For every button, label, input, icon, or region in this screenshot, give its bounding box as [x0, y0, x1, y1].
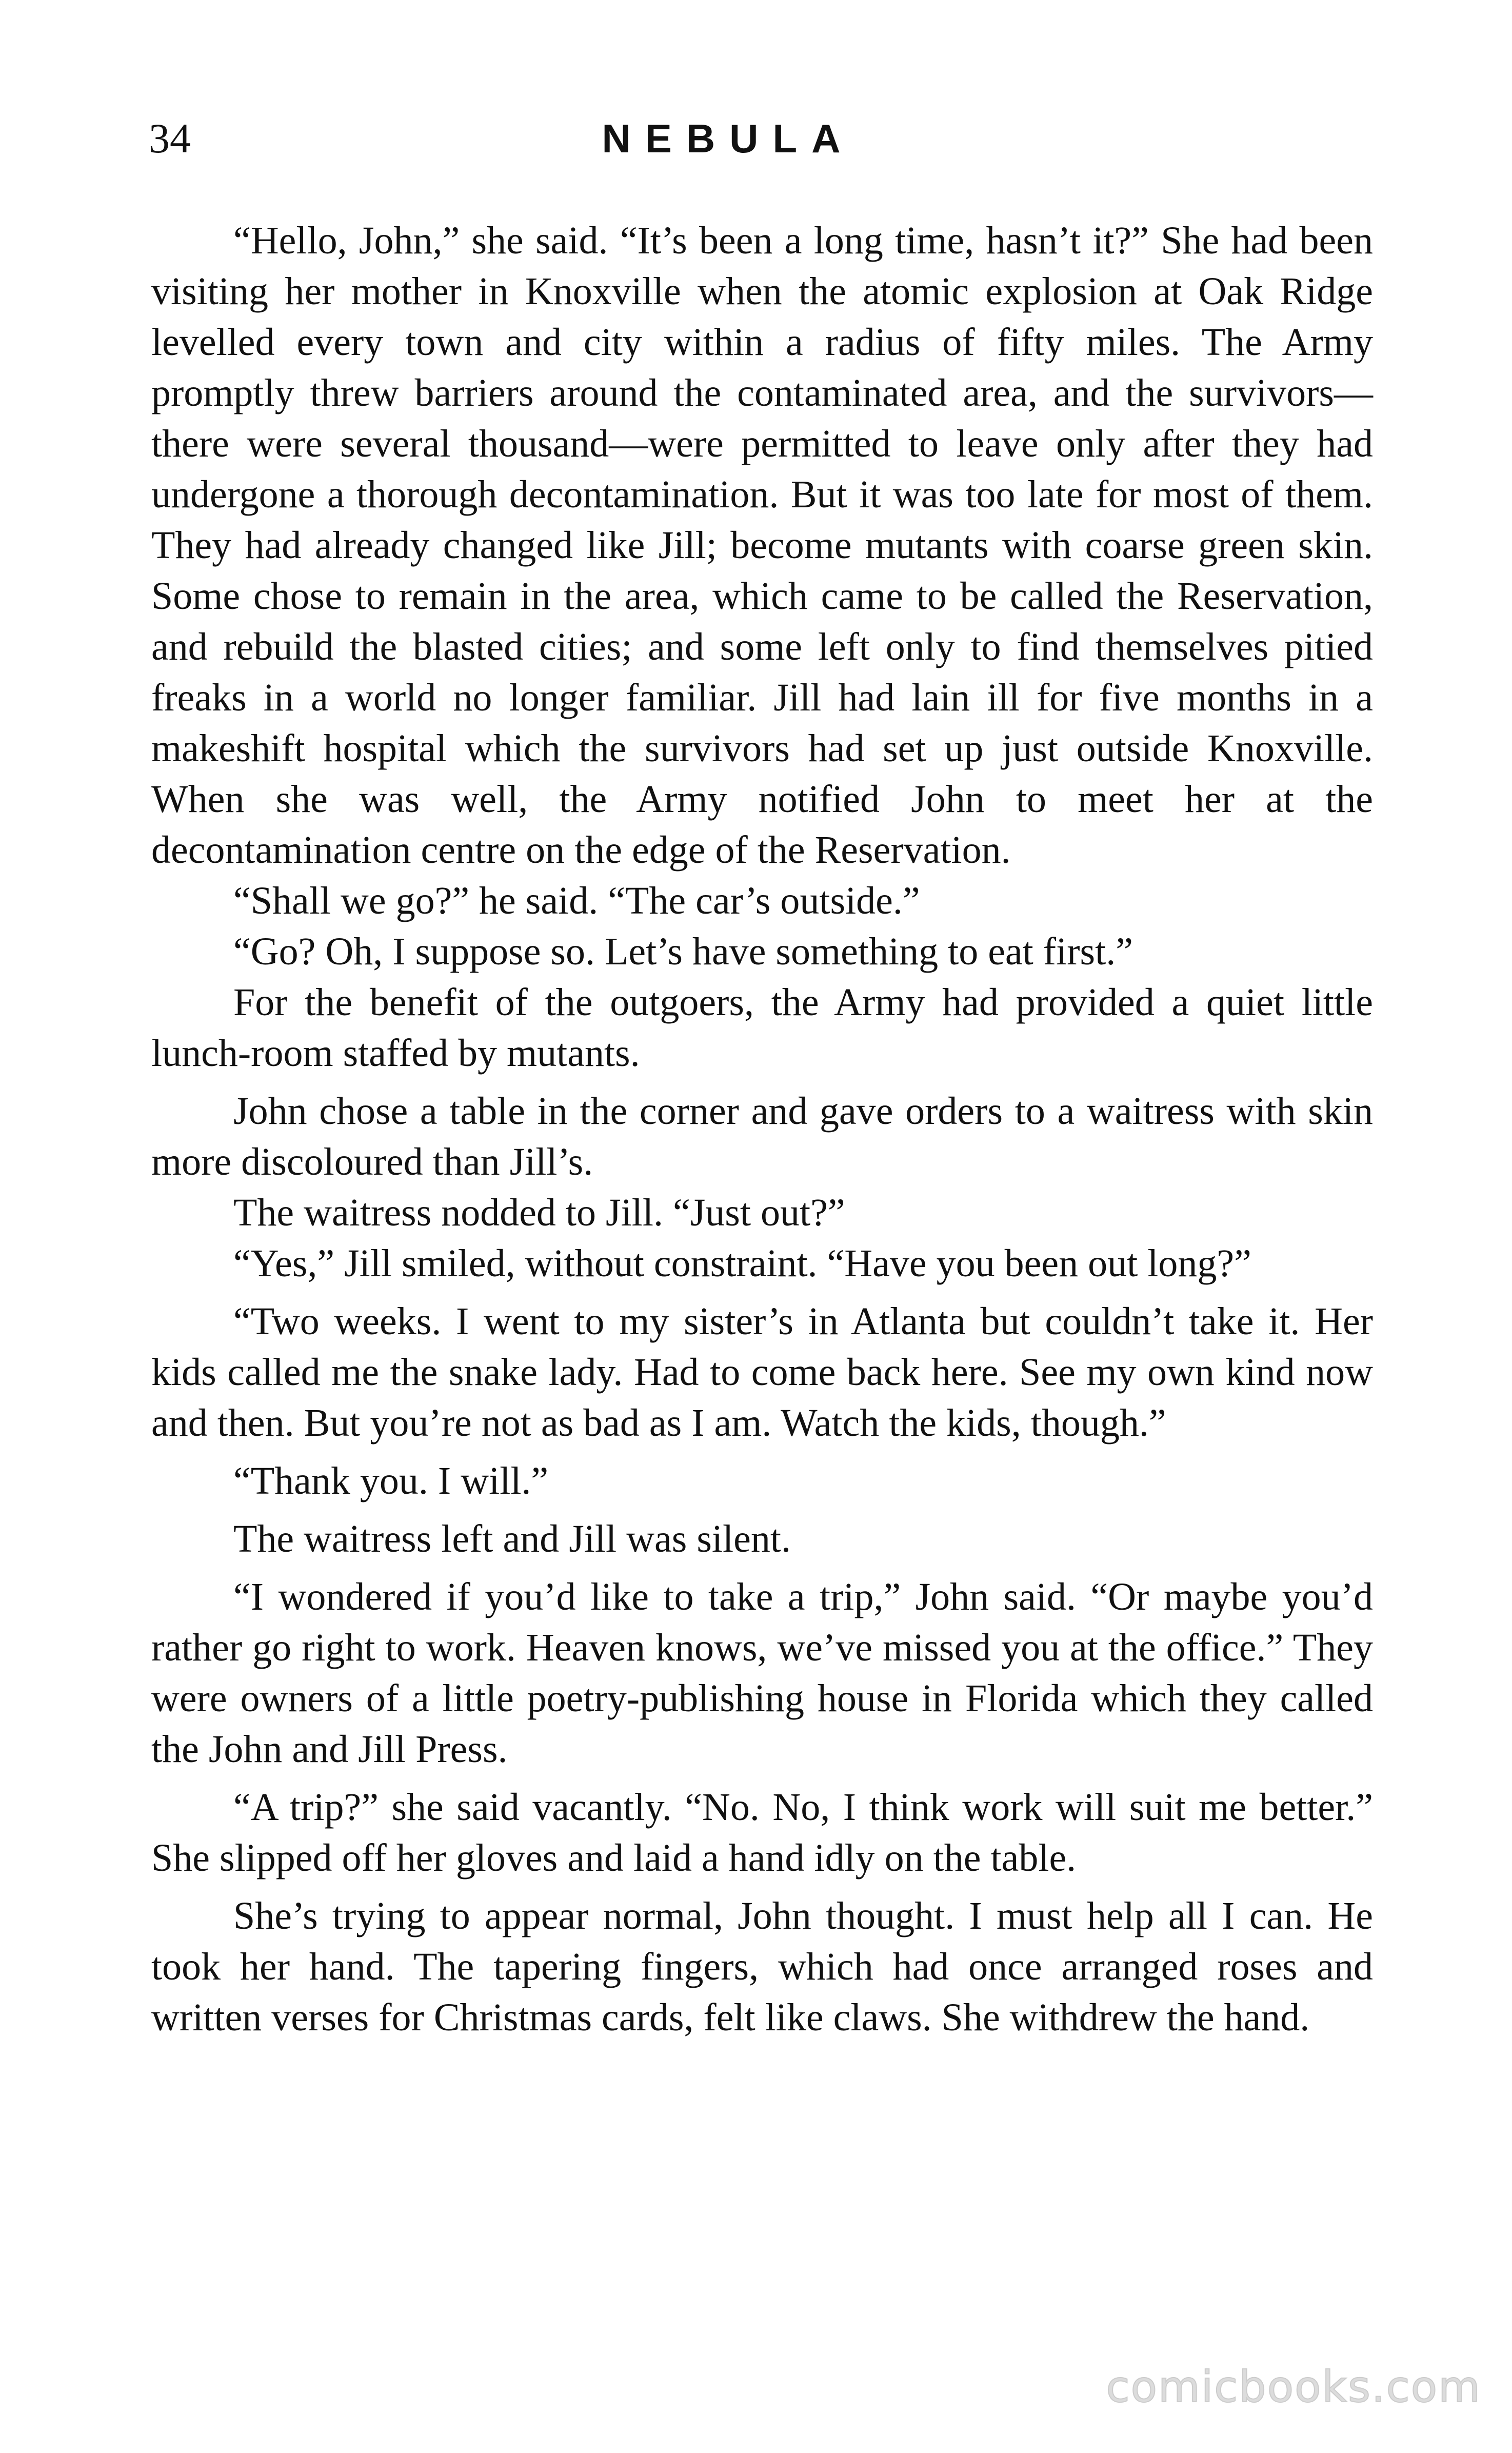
paragraph: “Two weeks. I went to my sister’s in Atlanta but couldn’t take it. Her kids called me the snake lady. Had to come back here. See my own kind now and then. But you’re not as bad as I am. Watch the kids, though.”	[151, 1300, 1373, 1445]
paragraph: “Yes,” Jill smiled, without constraint. “Have you been out long?”	[233, 1242, 1251, 1285]
running-title: NEBULA	[602, 116, 855, 161]
paragraph: John chose a table in the corner and gave orders to a waitress with skin more discoloured than Jill’s.	[151, 1090, 1373, 1183]
page-number: 34	[149, 115, 191, 162]
page-header	[0, 110, 1512, 167]
paragraph: She’s trying to appear normal, John thought. I must help all I can. He took her hand. The tapering fingers, which had once arranged roses and written verses for Christmas cards, felt like claws. She withdrew the hand.	[151, 1894, 1373, 2039]
paragraph: For the benefit of the outgoers, the Army had provided a quiet little lunch-room staffed by mutants.	[151, 981, 1373, 1075]
paragraph: The waitress left and Jill was silent.	[233, 1517, 791, 1560]
paragraph: “Thank you. I will.”	[233, 1459, 549, 1502]
paragraph: “Hello, John,” she said. “It’s been a long time, hasn’t it?” She had been visiting her mother in Knoxville when the atomic explosion at Oak Ridge levelled every town and city within a radius of fifty miles. The Army promptly threw barriers around the contaminated area, and the survivors—there were several thousand—were permitted to leave only after they had undergone a thorough decontamination. But it was too late for most of them. They had already changed like Jill; become mutants with coarse green skin. Some chose to remain in the area, which came to be called the Reservation, and rebuild the blasted cities; and some left only to find themselves pitied freaks in a world no longer familiar. Jill had lain ill for five months in a makeshift hospital which the survivors had set up just outside Knoxville. When she was well, the Army notified John to meet her at the decontamination centre on the edge of the Reservation.	[151, 219, 1373, 872]
paragraph: The waitress nodded to Jill. “Just out?”	[233, 1191, 845, 1234]
paragraph: “Go? Oh, I suppose so. Let’s have something to eat first.”	[233, 930, 1133, 973]
paragraph: “I wondered if you’d like to take a trip,” John said. “Or maybe you’d rather go right to work. Heaven knows, we’ve missed you at the office.” They were owners of a little poetry-publishing house in Florida which they called the John and Jill Press.	[151, 1575, 1373, 1771]
body-text	[151, 215, 1373, 2043]
paragraph: “A trip?” she said vacantly. “No. No, I think work will suit me better.” She slipped off her gloves and laid a hand idly on the table.	[151, 1786, 1373, 1880]
paragraph: “Shall we go?” he said. “The car’s outside.”	[233, 879, 920, 922]
watermark: comicbooks.com	[1106, 2362, 1481, 2412]
